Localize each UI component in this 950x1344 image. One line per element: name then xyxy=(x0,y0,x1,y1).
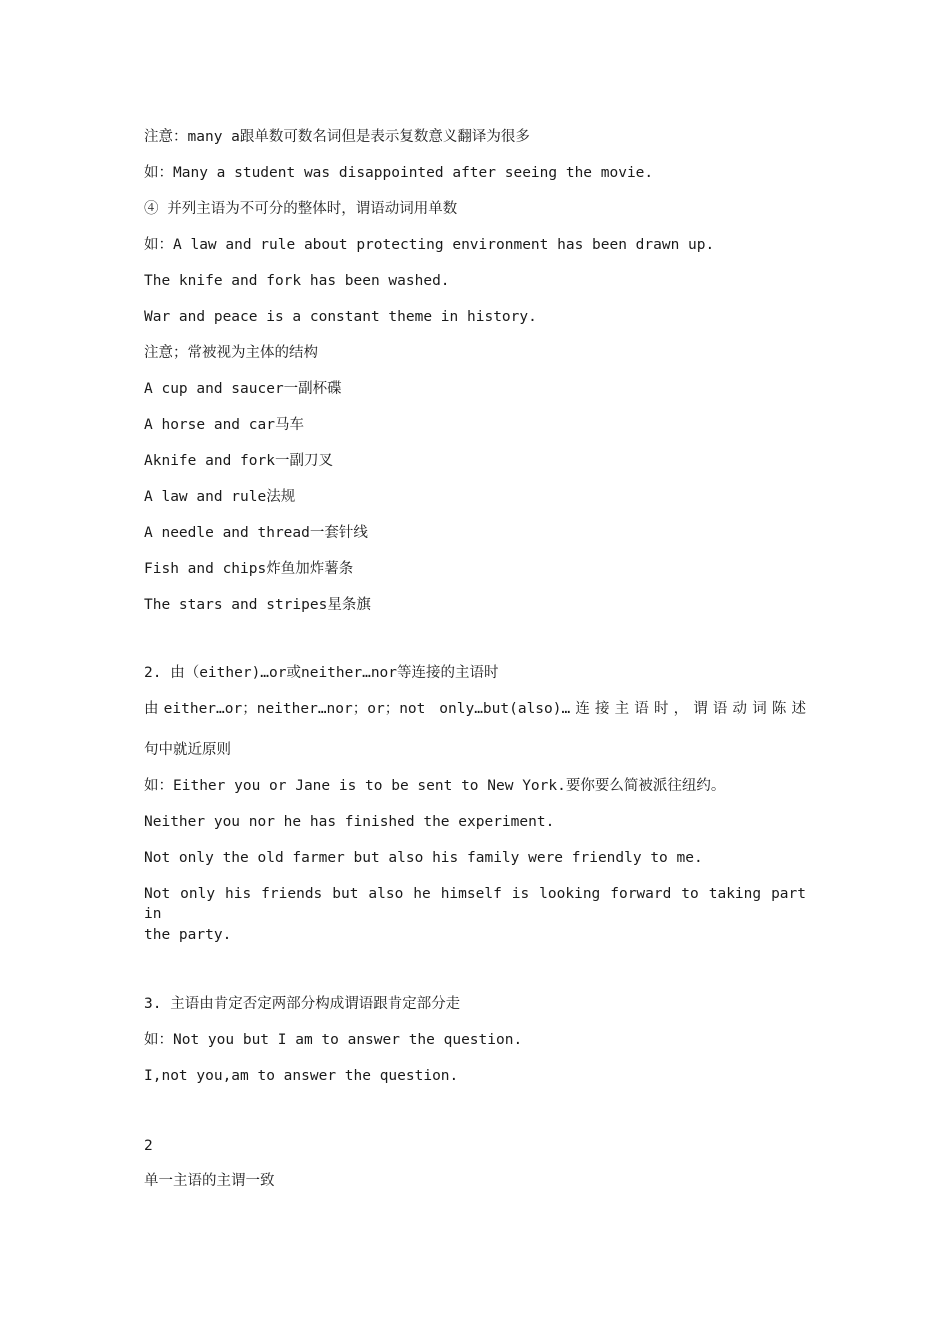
phrase-fish-chips: Fish and chips炸鱼加炸薯条 xyxy=(144,561,354,577)
example-neither-nor: Neither you nor he has finished the experiment. xyxy=(144,814,555,830)
section-2-rule-line1: 由either…or；neither…nor；or；not only…but(also)…连接主语时，谓语动词陈述 xyxy=(144,701,806,717)
section-2-rule-line2: 句中就近原则 xyxy=(144,742,231,758)
section-number: 2 xyxy=(144,1138,153,1154)
example-not-but: 如：Not you but I am to answer the question. xyxy=(144,1032,523,1048)
section-2-heading: 2. 由（either)…or或neither…nor等连接的主语时 xyxy=(144,665,499,681)
section-title-single-subject: 单一主语的主谓一致 xyxy=(144,1173,275,1189)
example-either-or: 如：Either you or Jane is to be sent to New York.要你要么简被派往纽约。 xyxy=(144,778,726,794)
example-not-only-2-line2: the party. xyxy=(144,927,232,943)
example-not-only-2-line1: Not only his friends but also he himself is looking forward to taking part in xyxy=(144,886,806,922)
phrase-cup-saucer: A cup and saucer一副杯碟 xyxy=(144,381,342,397)
phrase-law-rule: A law and rule法规 xyxy=(144,489,296,505)
section-3-heading: 3. 主语由肯定否定两部分构成谓语跟肯定部分走 xyxy=(144,996,461,1012)
phrase-needle-thread: A needle and thread一套针线 xyxy=(144,525,368,541)
example-not-only-1: Not only the old farmer but also his family were friendly to me. xyxy=(144,850,703,866)
note-structures: 注意；常被视为主体的结构 xyxy=(144,345,318,361)
example-law-and-rule: 如：A law and rule about protecting environment has been drawn up. xyxy=(144,237,715,253)
phrase-horse-car: A horse and car马车 xyxy=(144,417,304,433)
example-many-a: 如：Many a student was disappointed after seeing the movie. xyxy=(144,165,654,181)
example-i-not-you: I,not you,am to answer the question. xyxy=(144,1068,459,1084)
note-many-a: 注意：many a跟单数可数名词但是表示复数意义翻译为很多 xyxy=(144,129,530,145)
phrase-stars-stripes: The stars and stripes星条旗 xyxy=(144,597,371,613)
phrase-knife-fork: Aknife and fork一副刀叉 xyxy=(144,453,333,469)
rule-4-heading: ④ 并列主语为不可分的整体时，谓语动词用单数 xyxy=(144,201,458,217)
example-war-peace: War and peace is a constant theme in history. xyxy=(144,309,537,325)
example-knife-fork: The knife and fork has been washed. xyxy=(144,273,450,289)
